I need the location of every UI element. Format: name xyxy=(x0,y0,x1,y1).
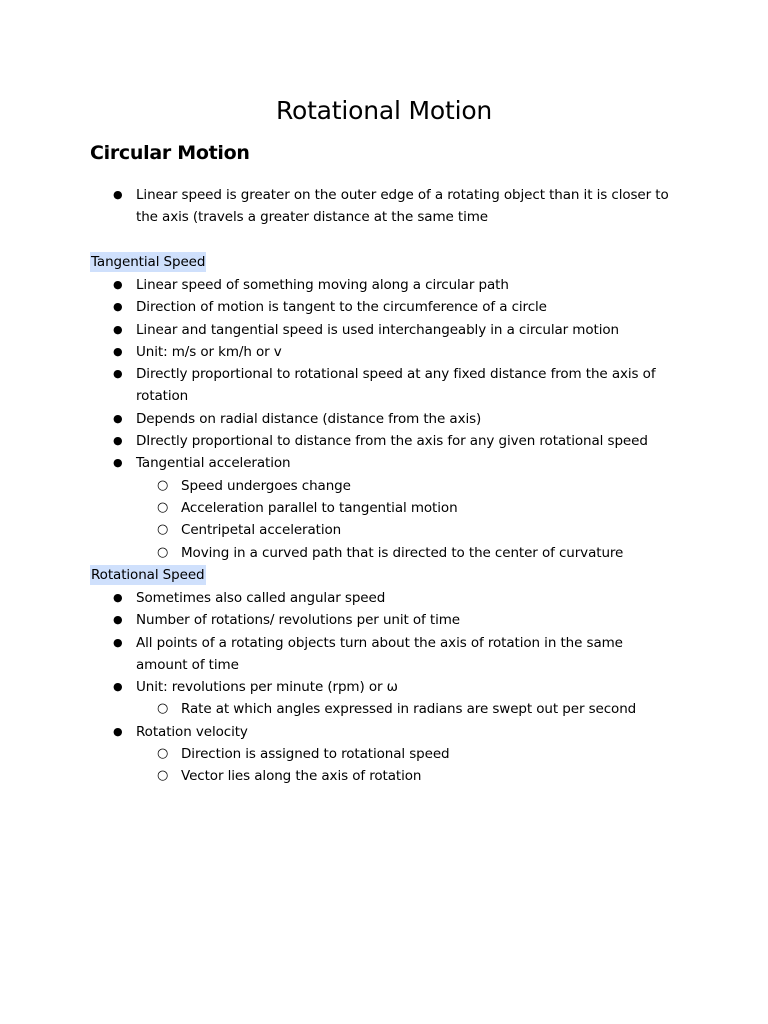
list-item xyxy=(0,452,768,474)
list-item-text: Linear speed of something moving along a circular path xyxy=(136,277,509,293)
sub-list-item-text: Vector lies along the axis of rotation xyxy=(181,768,422,785)
list-item xyxy=(0,363,768,408)
list-item xyxy=(0,721,768,743)
sub-list-item xyxy=(0,698,768,720)
list-item xyxy=(0,676,768,698)
list-item-text: Depends on radial distance (distance from the axis) xyxy=(136,410,482,427)
subheading-rotational-speed: Rotational Speed xyxy=(91,567,205,583)
subheading-tangential-speed: Tangential Speed xyxy=(91,254,206,270)
bullet-icon: ● xyxy=(113,188,123,201)
sub-list-item xyxy=(0,519,768,541)
bullet-icon: ● xyxy=(113,367,123,381)
bullet-icon: ● xyxy=(113,322,123,336)
sub-list-item xyxy=(0,497,768,519)
sub-list-item-text: Speed undergoes change xyxy=(181,477,351,494)
list-item-text: Sometimes also called angular speed xyxy=(136,590,386,606)
rotational-speed-list xyxy=(0,587,768,788)
list-item-text: Number of rotations/ revolutions per unit of time xyxy=(136,612,461,629)
circle-bullet-icon: ○ xyxy=(157,522,169,538)
list-item xyxy=(0,408,768,430)
sub-list-item xyxy=(0,475,768,497)
circle-bullet-icon: ○ xyxy=(157,544,169,560)
bullet-icon: ● xyxy=(113,635,123,649)
sub-list-item xyxy=(0,542,768,564)
sub-list-item-text: Rate at which angles expressed in radians are swept out per second xyxy=(181,701,637,718)
circle-bullet-icon: ○ xyxy=(157,768,169,784)
list-item xyxy=(0,319,768,341)
list-item-text: Direction of motion is tangent to the circumference of a circle xyxy=(136,299,547,316)
list-item xyxy=(0,296,768,318)
bullet-icon: ● xyxy=(113,434,123,448)
intro-list xyxy=(0,184,768,229)
list-item xyxy=(0,587,768,609)
list-item xyxy=(0,184,768,229)
bullet-icon: ● xyxy=(113,591,123,604)
bullet-icon: ● xyxy=(113,300,123,314)
list-item-text: Unit: m/s or km/h or v xyxy=(136,343,282,360)
list-item xyxy=(0,341,768,363)
tangential-speed-list xyxy=(0,274,768,564)
list-item xyxy=(0,274,768,296)
sub-list-item-text: Direction is assigned to rotational speed xyxy=(181,746,450,763)
list-item xyxy=(0,632,768,677)
list-item-text: Unit: revolutions per minute (rpm) or ω xyxy=(136,679,398,696)
bullet-icon: ● xyxy=(113,724,123,738)
circle-bullet-icon: ○ xyxy=(157,477,169,493)
section-heading: Circular Motion xyxy=(90,142,250,164)
list-item-text: Linear speed is greater on the outer edge of a rotating object than it is closer to the axis (travels a greater distance at the same time xyxy=(136,187,669,226)
list-item-text: Directly proportional to rotational speed at any fixed distance from the axis of rotation xyxy=(136,366,656,405)
circle-bullet-icon: ○ xyxy=(157,746,169,762)
sub-list-item-text: Moving in a curved path that is directed to the center of curvature xyxy=(181,544,624,561)
sub-list-item xyxy=(0,765,768,787)
sub-list-item-text: Centripetal acceleration xyxy=(181,522,342,539)
list-item xyxy=(0,430,768,452)
circle-bullet-icon: ○ xyxy=(157,499,169,515)
list-item-text: Tangential acceleration xyxy=(136,455,291,472)
page-title: Rotational Motion xyxy=(275,96,493,125)
bullet-icon: ● xyxy=(113,411,123,425)
list-item-text: All points of a rotating objects turn about the axis of rotation in the same amount of time xyxy=(136,634,623,673)
sub-list-item-text: Acceleration parallel to tangential motion xyxy=(181,499,458,516)
list-item-text: DIrectly proportional to distance from the axis for any given rotational speed xyxy=(136,433,648,450)
bullet-icon: ● xyxy=(113,344,123,358)
list-item-text: Rotation velocity xyxy=(136,723,248,740)
bullet-icon: ● xyxy=(113,456,123,470)
sub-list-item xyxy=(0,743,768,765)
bullet-icon: ● xyxy=(113,278,123,291)
list-item xyxy=(0,609,768,631)
bullet-icon: ● xyxy=(113,613,123,627)
circle-bullet-icon: ○ xyxy=(157,701,169,717)
bullet-icon: ● xyxy=(113,680,123,694)
list-item-text: Linear and tangential speed is used interchangeably in a circular motion xyxy=(136,321,619,338)
